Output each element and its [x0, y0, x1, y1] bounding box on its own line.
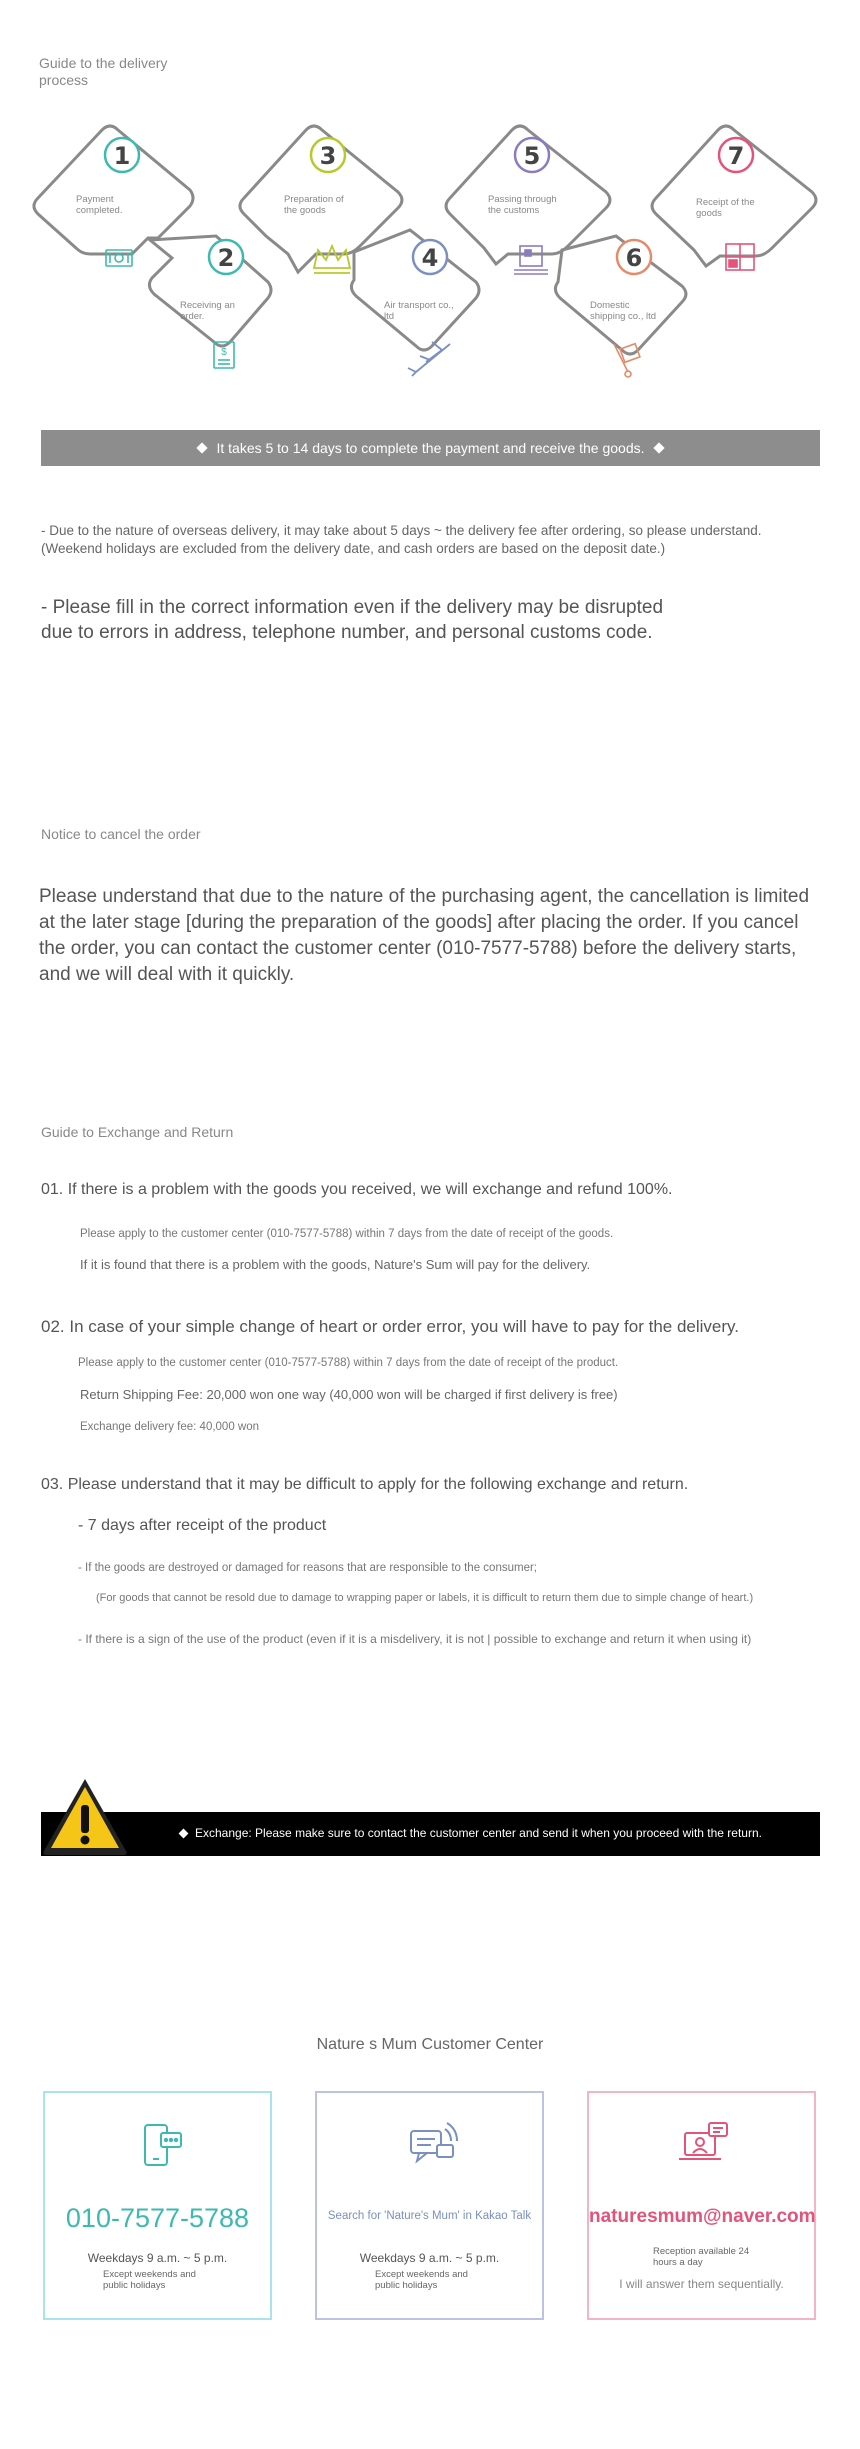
step-6-number: 6 [625, 244, 643, 272]
exchange-item-2-sub-1: Please apply to the customer center (010-7577-5788) within 7 days from the date of receipt of the product. [78, 1357, 619, 1369]
exchange-item-3-sub-1: - 7 days after receipt of the product [78, 1517, 327, 1534]
phone-hours: Weekdays 9 a.m. ~ 5 p.m. [87, 2251, 228, 2265]
step-2-label-1: Receiving an [180, 300, 235, 311]
exchange-title: Guide to Exchange and Return [41, 1124, 234, 1140]
exchange-item-1-sub-2: If it is found that there is a problem with the goods, Nature's Sum will pay for the delivery. [80, 1257, 591, 1272]
step-4-label-2: ltd [384, 311, 395, 322]
email-sequential-note: I will answer them sequentially. [619, 2277, 784, 2291]
kakao-hours: Weekdays 9 a.m. ~ 5 p.m. [359, 2251, 500, 2265]
exchange-item-3-head: 03. Please understand that it may be difficult to apply for the following exchange and return. [41, 1476, 689, 1493]
exchange-item-1-head: 01. If there is a problem with the goods you received, we will exchange and refund 100%. [41, 1181, 673, 1198]
laptop-mail-icon [669, 2115, 739, 2175]
step-3-label-2: the goods [284, 205, 326, 216]
crown-icon [314, 246, 350, 273]
step-1-number: 1 [113, 142, 131, 170]
cancel-title: Notice to cancel the order [41, 826, 201, 842]
cancel-body: Please understand that due to the nature of the purchasing agent, the cancellation is limited at the later stage [during the preparation of the goods] after placing the order. If you cancel the order, you can contact the customer center (010-7577-5788) before the delivery starts, and we will deal with it quickly. [39, 886, 810, 985]
exchange-item-2-sub-2: Return Shipping Fee: 20,000 won one way (40,000 won will be charged if first delivery is free) [80, 1387, 618, 1402]
step-circles [105, 138, 753, 274]
step-6-label-1: Domestic [590, 300, 630, 311]
phone-holiday-note: Except weekends and public holidays [103, 2269, 196, 2291]
receipt-box-icon [726, 244, 754, 270]
step-2-number: 2 [217, 244, 235, 272]
email-address[interactable]: naturesmum@naver.com [589, 2206, 816, 2227]
exchange-item-3-sub-2: - If the goods are destroyed or damaged for reasons that are responsible to the consumer; [78, 1562, 537, 1574]
exchange-item-3-sub-3: (For goods that cannot be resold due to damage to wrapping paper or labels, it is difficult to return them due to simple change of heart.) [96, 1592, 754, 1604]
step-4-label-1: Air transport co., [384, 300, 454, 311]
delivery-note-2: - Please fill in the correct information even if the delivery may be disrupted due to errors in address, telephone number, and personal customs code. [41, 597, 664, 643]
email-reception-note: Reception available 24 hours a day [653, 2246, 750, 2268]
delivery-cart-icon [614, 344, 640, 377]
exchange-item-2-sub-3: Exchange delivery fee: 40,000 won [80, 1421, 260, 1433]
email-card [587, 2091, 816, 2320]
customer-center-title: Nature s Mum Customer Center [316, 2036, 544, 2053]
warning-text-row [180, 1826, 762, 1840]
phone-number[interactable]: 010-7577-5788 [65, 2203, 250, 2233]
delivery-time-text: It takes 5 to 14 days to complete the payment and receive the goods. [216, 440, 645, 456]
delivery-process-diagram [30, 110, 830, 400]
kakao-holiday-note: Except weekends and public holidays [375, 2269, 468, 2291]
warning-triangle-icon [40, 1775, 130, 1857]
phone-card [43, 2091, 272, 2320]
exchange-item-3-sub-4: - If there is a sign of the use of the product (even if it is a misdelivery, it is not | possible to exchange and return it when using it) [78, 1632, 752, 1646]
svg-text:$: $ [221, 347, 227, 358]
phone-chat-icon [125, 2115, 195, 2175]
step-5-number: 5 [523, 142, 541, 170]
step-5-label-1: Passing through [488, 194, 557, 205]
chat-bubble-icon [397, 2115, 467, 2175]
money-icon [106, 250, 132, 266]
step-2-label-2: order. [180, 311, 205, 322]
diamond-icon [197, 442, 208, 453]
warning-text: Exchange: Please make sure to contact the customer center and send it when you proceed with the return. [195, 1826, 762, 1840]
kakao-card [315, 2091, 544, 2320]
customs-building-icon [514, 246, 548, 274]
delivery-note-1: - Due to the nature of overseas delivery, it may take about 5 days ~ the delivery fee after ordering, so please understand. (Weekend holidays are excluded from the delivery date, and cash orders are based on the deposit date.) [41, 523, 762, 556]
step-1-label-2: completed. [76, 205, 123, 216]
delivery-title: Guide to the delivery process [39, 55, 168, 88]
step-7-label-2: goods [696, 208, 722, 219]
step-7-label-1: Receipt of the [696, 197, 755, 208]
exchange-item-1-sub-1: Please apply to the customer center (010-7577-5788) within 7 days from the date of receipt of the goods. [80, 1228, 614, 1240]
step-3-label-1: Preparation of [284, 194, 344, 205]
step-4-number: 4 [421, 244, 439, 272]
kakao-search-text[interactable]: Search for 'Nature's Mum' in Kakao Talk [327, 2210, 532, 2222]
diamond-icon [179, 1828, 189, 1838]
step-3-number: 3 [319, 142, 337, 170]
step-6-label-2: shipping co., ltd [590, 311, 657, 322]
delivery-time-banner [41, 430, 820, 466]
diamond-icon [653, 442, 664, 453]
exchange-item-2-head: 02. In case of your simple change of heart or order error, you will have to pay for the delivery. [41, 1317, 739, 1336]
step-5-label-2: the customs [488, 205, 540, 216]
step-7-number: 7 [727, 142, 745, 170]
step-1-label-1: Payment [76, 194, 114, 205]
